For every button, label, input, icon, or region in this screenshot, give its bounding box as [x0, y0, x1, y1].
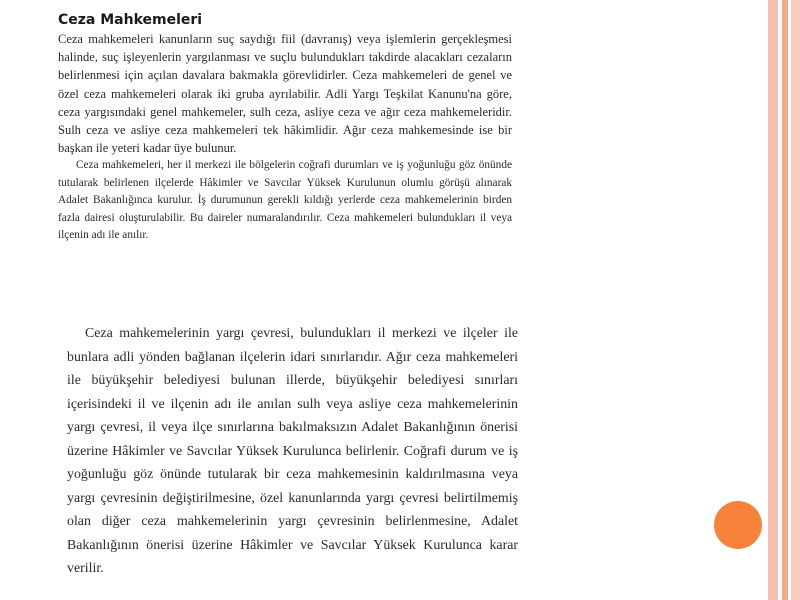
scanned-text-block-top — [58, 10, 512, 244]
paragraph-2: Ceza mahkemeleri, her il merkezi ile bölgelerin coğrafi durumları ve iş yoğunluğu göz önünde tutularak belirlenen ilçelerde Hâkimler ve Savcılar Yüksek Kurulunun olumlu görüşü alınarak Adalet Bakanlığınca kurulur. İş durumunun gerekli kıldığı yerlerde ceza mahkemelerinin birden fazla dairesi oluşturulabilir. Bu daireler numaralandırılır. Ceza mahkemeleri bulundukları il veya ilçenin adı ile anılır. — [58, 159, 512, 242]
decorative-stripe — [791, 0, 800, 600]
paragraph-1: Ceza mahkemeleri kanunların suç saydığı fiil (davranış) veya işlemlerin gerçekleşmesi halinde, suç işleyenlerin yargılanması ve suçlu bulundukları takdirde alacakları cezaların belirlenmesi için açılan davalara bakmakla görevlidirler. Ceza mahkemeleri de genel ve özel ceza mahkemeleri olarak iki gruba ayrılabilir. Adli Yargı Teşkilat Kanunu'na göre, ceza yargısındaki genel mahkemeler, sulh ceza, asliye ceza ve ağır ceza mahkemeleridir. Sulh ceza ve asliye ceza mahkemeleri tek hâkimlidir. Ağır ceza mahkemesinde ise bir başkan ile yeteri kadar üye bulunur. — [58, 32, 512, 156]
decorative-stripe — [768, 0, 778, 600]
section-title: Ceza Mahkemeleri — [58, 12, 203, 28]
decorative-circle-icon — [714, 501, 762, 549]
scanned-text-block-bottom — [67, 322, 518, 581]
paragraph-3: Ceza mahkemelerinin yargı çevresi, bulundukları il merkezi ve ilçeler ile bunlara adli yönden bağlanan ilçelerin idari sınırlarıdır. Ağır ceza mahkemeleri ile büyükşehir belediyesi bulunan illerde, büyükşehir belediyesi sınırları içerisindeki il ve ilçenin adı ile anılan sulh veya asliye ceza mahkemelerinin yargı çevresi, il veya ilçe sınırlarına bakılmaksızın Adalet Bakanlığının önerisi üzerine Hâkimler ve Savcılar Yüksek Kurulunca belirlenir. Coğrafi durum ve iş yoğunluğu göz önünde tutularak bir ceza mahkemesinin kaldırılmasına veya yargı çevresinin değiştirilmesine, özel kanunlarında yargı çevresi belirtilmemiş olan diğer ceza mahkemelerinin yargı çevresinin belirlenmesine, Adalet Bakanlığının önerisi üzerine Hâkimler ve Savcılar Yüksek Kurulunca karar verilir. — [67, 326, 518, 576]
